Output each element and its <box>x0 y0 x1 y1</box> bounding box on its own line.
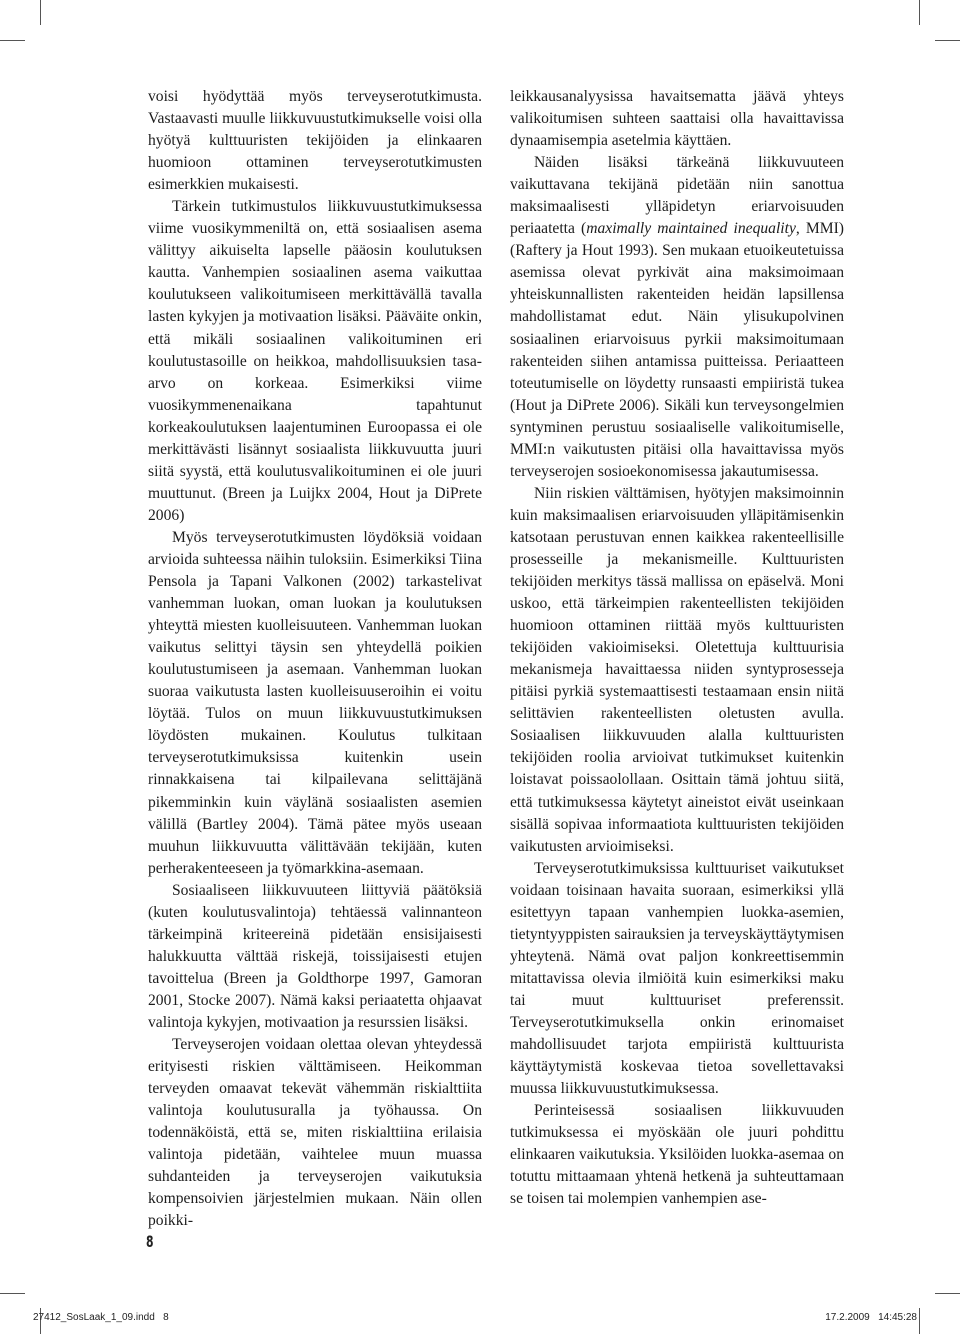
crop-mark-bottom-left-horizontal <box>0 1293 25 1294</box>
right-text-column <box>510 86 844 1210</box>
italic-term: maximally maintained inequality <box>586 220 796 238</box>
paragraph: leikkausanalyysissa havaitsematta jäävä yhteys valikoitumisen suhteen saattaisi olla havaittavissa dynaamisempia asetelmia käyttäen. <box>510 88 844 150</box>
paragraph: voisi hyödyttää myös terveyserotutkimusta. Vastaavasti muulle liikkuvuustutkimukselle voisi olla hyötyä kulttuuristen tekijöiden ja elinkaaren huomioon ottaminen terveyserotutkimusten esimerkkien mukaisesti. <box>148 88 482 194</box>
footer-datetime-slug: 17.2.2009 14:45:28 <box>825 1312 917 1323</box>
paragraph: Tärkein tutkimustulos liikkuvuustutkimuksessa viime vuosikymmeniltä on, että sosiaalisen asema välittyy aikuiselta lapselle pääosin koulutuksen kautta. Vanhempien sosiaalinen asema vaikuttaa koulutukseen valikoitumiseen merkittävällä tavalla lasten kykyjen ja motivaation lisäksi. Pääväite onkin, että mikäli sosiaalinen valikoituminen eri koulutustasoille on heikkoa, mahdollisuuksien tasa-arvo on korkeaa. Esimerkiksi viime vuosikymmenenaikana tapahtunut korkeakoulutuksen laajentuminen Euroopassa ei ole merkittävästi lisännyt sosiaalista liikkuvuutta juuri siitä syystä, että koulutusvalikoituminen ei ole juuri muuttunut. (Breen ja Luijkx 2004, Hout ja DiPrete 2006) <box>148 198 482 524</box>
footer-file-slug: 27412_SosLaak_1_09.indd 8 <box>33 1312 169 1323</box>
crop-mark-top-right-horizontal <box>935 40 960 41</box>
crop-mark-top-right-vertical <box>919 0 920 25</box>
paragraph: Terveyserotutkimuksissa kulttuuriset vaikutukset voidaan toisinaan havaita suoraan, esimerkiksi yllä esitettyyn tapaan vanhempien luokka-asemien, tietyntyyppisten sairauksien ja terveyskäyttäytymisen yhteytenä. Nämä ovat paljon konkreettisemmin mitattavissa olevia ilmiöitä kuin esimerkiksi maku tai muut kulttuuriset preferenssit. Terveyserotutkimuksella onkin erinomaiset mahdollisuudet tarjota empiiristä kulttuurista käyttäytymistä koskevaa tietoa sovellettavaksi muussa liikkuvuustutkimuksessa. <box>510 859 844 1098</box>
paragraph <box>510 152 844 483</box>
paragraph-text: , MMI) (Raftery ja Hout 1993). Sen mukaan etuoikeutetuissa asemissa olevat pyrkivät aina maksimoimaan yhteiskunnallisten rakenteiden heidän lapsillensa mahdollistamat edut. Näin ylisukupolvinen sosiaalinen eriarvoisuus pyrkii maksimoitumaan rakenteiden siihen antamissa puitteissa. Periaatteen toteutumiselle on löydetty runsaasti empiiristä tukea (Hout ja DiPrete 2006). Sikäli kun terveysongelmien syntyminen perustuu sosiaaliselle valikoitumiselle, MMI:n vaikutusten pitäisi olla havaittavissa myös terveyserojen sosioekonomisessa jakautumisessa. <box>510 220 844 480</box>
paragraph: Myös terveyserotutkimusten löydöksiä voidaan arvioida suhteessa näihin tuloksiin. Esimerkiksi Tiina Pensola ja Tapani Valkonen (2002) tarkastelivat vanhemman luokan, oman luokan ja koulutuksen yhteyttä miesten kuolleisuuteen. Vanhemman luokan vaikutus selittyi täysin sen yhteydellä poikien koulutustumiseen ja asemaan. Vanhemman luokan suoraa vaikutusta lasten kuolleisuuseroihin ei voitu löytää. Tulos on muun liikkuvuustutkimuksen löydösten mukainen. Koulutus tulkitaan terveyserotutkimuksissa kuitenkin usein rinnakkaisena tai kilpailevana selittäjänä pikemminkin kuin väylänä sosiaalisten asemien välillä (Bartley 2004). Tämä pätee myös useaan muuhun liikkuvuutta välittävään tekijään, kuten perherakenteeseen ja työmarkkina-asemaan. <box>148 528 482 877</box>
crop-mark-top-left-horizontal <box>0 40 25 41</box>
left-text-column <box>148 86 482 1232</box>
page-number: 8 <box>146 1232 154 1251</box>
paragraph: Niin riskien välttämisen, hyötyjen maksimoinnin kuin maksimaalisen eriarvoisuuden ylläpitämisenkin katsotaan perustuvan ennen kaikkea rakenteellisille prosesseille ja mekanismeille. Kulttuuristen tekijöiden merkitys tässä mallissa on epäselvä. Moni uskoo, että tärkeimpien rakenteellisten tekijöiden huomioon ottaminen riittää myös kulttuuristen tekijöiden vakioimiseksi. Oletettuja kulttuurisia mekanismeja havaittaessa niiden syntyprosesseja pitäisi pyrkiä systemaattisesti testaamaan ensin niitä selittävien rakenteellisten oletusten avulla. Sosiaalisen liikkuvuuden alalla kulttuuristen tekijöiden roolia arvioivat tutkimukset kuitenkin loistavat poissaolollaan. Osittain tämä johtuu siitä, että tutkimuksessa käytetyt aineistot eivät useinkaan sisällä sopivaa informaatiota kulttuuristen tekijöiden vaikutusten arvioimiseksi. <box>510 484 844 855</box>
paragraph: Sosiaaliseen liikkuvuuteen liittyviä päätöksiä (kuten koulutusvalintoja) tehtäessä valinnanteon tärkeimpinä kriteereinä pidetään ensisijaisesti halukkuutta välttää riskejä, toissijaisesti etujen tavoittelua (Breen ja Goldthorpe 1997, Gamoran 2001, Stocke 2007). Nämä kaksi periaatetta ohjaavat valintoja kykyjen, motivaation ja resurssien lisäksi. <box>148 881 482 1031</box>
crop-mark-top-left-vertical <box>40 0 41 25</box>
crop-mark-bottom-right-horizontal <box>935 1293 960 1294</box>
paragraph-text: Näiden lisäksi tärkeänä liikkuvuuteen vaikuttavana tekijänä pidetään niin sanottua maksimaalisesti ylläpidetyn eriarvoisuuden periaatetta ( <box>510 154 844 238</box>
paragraph: Perinteisessä sosiaalisen liikkuvuuden tutkimuksessa ei myöskään ole juuri pohdittu elinkaaren vaikutuksia. Yksilöiden luokka-asemaa on totuttu mittaamaan yhtenä hetkenä ja suhteuttamaan se toisen tai molempien vanhempien ase- <box>510 1102 844 1208</box>
paragraph: Terveyserojen voidaan olettaa olevan yhteydessä erityisesti riskien välttämiseen. Heikomman terveyden omaavat tekevät vähemmän riskialttiita valintoja koulutusuralla ja työhaussa. On todennäköistä, että se, miten riskialttiina erilaisia valintoja pidetään, vaihtelee muun muassa suhdanteiden ja terveyserojen vaikutuksia kompensoivien järjestelmien mukaan. Näin ollen poikki- <box>148 1036 482 1230</box>
crop-mark-bottom-right-vertical <box>919 1308 920 1334</box>
